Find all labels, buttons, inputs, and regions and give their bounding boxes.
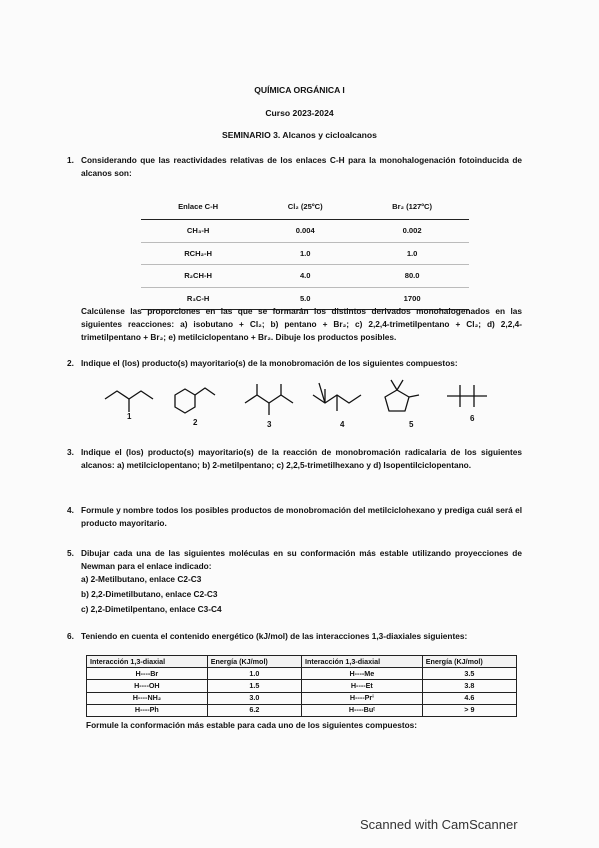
molecule-label: 5 [409, 420, 414, 429]
question-number: 2. [67, 358, 74, 368]
molecule-label: 4 [340, 420, 345, 429]
table-row [141, 265, 469, 288]
scanner-watermark: Scanned with CamScanner [360, 817, 518, 832]
molecule-label: 1 [127, 412, 132, 421]
table-cell: 1.0 [355, 242, 469, 265]
molecule-5-branch [397, 380, 403, 390]
table-cell: 0.002 [355, 220, 469, 243]
table-cell: H----Br [87, 668, 208, 680]
question-number: 4. [67, 505, 74, 515]
table-row [87, 704, 517, 716]
question-text: Considerando que las reactividades relativas de los enlaces C-H para la monohalogenación fotoinducida de alcanos son: [81, 155, 522, 178]
table-cell: 4.6 [422, 692, 516, 704]
column-header: Cl₂ (25ºC) [255, 194, 355, 220]
column-header: Energía (KJ/mol) [207, 656, 301, 668]
table-cell: 3.5 [422, 668, 516, 680]
table-cell: CH₃-H [141, 220, 255, 243]
question-number: 1. [67, 155, 74, 165]
question-number: 3. [67, 447, 74, 457]
table-cell: 6.2 [207, 704, 301, 716]
table-cell: H----Ph [87, 704, 208, 716]
column-header: Enlace C-H [141, 194, 255, 220]
seminar-title: SEMINARIO 3. Alcanos y cicloalcanos [222, 130, 377, 140]
molecule-5-branch [409, 395, 419, 397]
table-cell: 1.0 [255, 242, 355, 265]
molecule-label: 6 [470, 414, 475, 423]
table-cell: 3.0 [207, 692, 301, 704]
table-cell: H----OH [87, 680, 208, 692]
table-cell: 5.0 [255, 287, 355, 310]
table-row [87, 680, 517, 692]
table-cell: 0.004 [255, 220, 355, 243]
question-number: 6. [67, 631, 74, 641]
table-cell: H----Prⁱ [301, 692, 422, 704]
question-3 [67, 446, 522, 472]
table-cell: RCH₂-H [141, 242, 255, 265]
table-cell: > 9 [422, 704, 516, 716]
question-text: Indique el (los) producto(s) mayoritario(s) de la reacción de monobromación radicalaria de los siguientes alcanos: a) metilciclopentano; b) 2-metilpentano; c) 2,2,5-trimetilhexano y d) Isopentilciclopentano. [81, 447, 522, 470]
table-cell: 80.0 [355, 265, 469, 288]
question-6 [67, 630, 527, 643]
question-text: Teniendo en cuenta el contenido energético (kJ/mol) de las interacciones 1,3-diaxiales siguientes: [81, 631, 468, 641]
molecule-3-skeleton [245, 395, 293, 403]
table-cell: H----Me [301, 668, 422, 680]
question-number: 5. [67, 548, 74, 558]
question-text: Indique el (los) producto(s) mayoritario(s) de la monobromación de los siguientes compuestos: [81, 358, 458, 368]
molecule-5-branch [391, 380, 397, 390]
table-cell: H----NH₂ [87, 692, 208, 704]
question-2 [67, 357, 527, 370]
column-header: Interacción 1,3-diaxial [87, 656, 208, 668]
question-1-instructions: Calcúlense las proporciones en las que se formarán los distintos derivados monohalogenados en las siguientes reacciones: a) isobutano + Cl₂; b) pentano + Br₂; c) 2,2,4-trimetilpentano + Cl₂; d) 2,2,4-trimetilpentano + Br₂; e) metilciclopentano + Br₂. Dibuje los productos posibles. [81, 306, 522, 342]
table-row [141, 242, 469, 265]
table-row [87, 692, 517, 704]
document-title: QUÍMICA ORGÁNICA I [254, 85, 345, 95]
table-cell: 1.0 [207, 668, 301, 680]
molecule-label: 2 [193, 418, 198, 427]
column-header: Energía (KJ/mol) [422, 656, 516, 668]
molecule-label: 3 [267, 420, 272, 429]
table-row [87, 668, 517, 680]
column-header: Interacción 1,3-diaxial [301, 656, 422, 668]
table-cell: 4.0 [255, 265, 355, 288]
table-cell: 1700 [355, 287, 469, 310]
course-year: Curso 2023-2024 [265, 108, 334, 118]
table-cell: R₂CH-H [141, 265, 255, 288]
reactivity-table [141, 194, 469, 310]
molecule-5-ring [385, 390, 409, 411]
list-item: b) 2,2-Dimetilbutano, enlace C2-C3 [81, 589, 218, 599]
table-cell: H----Et [301, 680, 422, 692]
question-text: Dibujar cada una de las siguientes moléculas en su conformación más estable utilizando proyecciones de Newman para el enlace indicado: [81, 548, 522, 571]
molecule-1-skeleton [105, 391, 153, 399]
question-text: Formule y nombre todos los posibles productos de monobromación del metilciclohexano y prediga cuál será el producto mayoritario. [81, 505, 522, 528]
question-5 [67, 547, 522, 616]
question-1 [67, 154, 522, 180]
table-cell: 3.8 [422, 680, 516, 692]
molecule-2-chain [195, 388, 215, 395]
molecule-structures [95, 375, 515, 425]
table-row [141, 220, 469, 243]
table-cell: R₃C-H [141, 287, 255, 310]
molecule-2-ring [175, 389, 195, 413]
table-cell: H----Buᵗ [301, 704, 422, 716]
table-cell: 1.5 [207, 680, 301, 692]
column-header: Br₂ (127ºC) [355, 194, 469, 220]
diaxial-energy-table [86, 655, 517, 717]
question-6-instructions: Formule la conformación más estable para cada uno de los siguientes compuestos: [86, 720, 418, 730]
list-item: a) 2-Metilbutano, enlace C2-C3 [81, 574, 202, 584]
question-4 [67, 504, 522, 530]
list-item: c) 2,2-Dimetilpentano, enlace C3-C4 [81, 604, 222, 614]
